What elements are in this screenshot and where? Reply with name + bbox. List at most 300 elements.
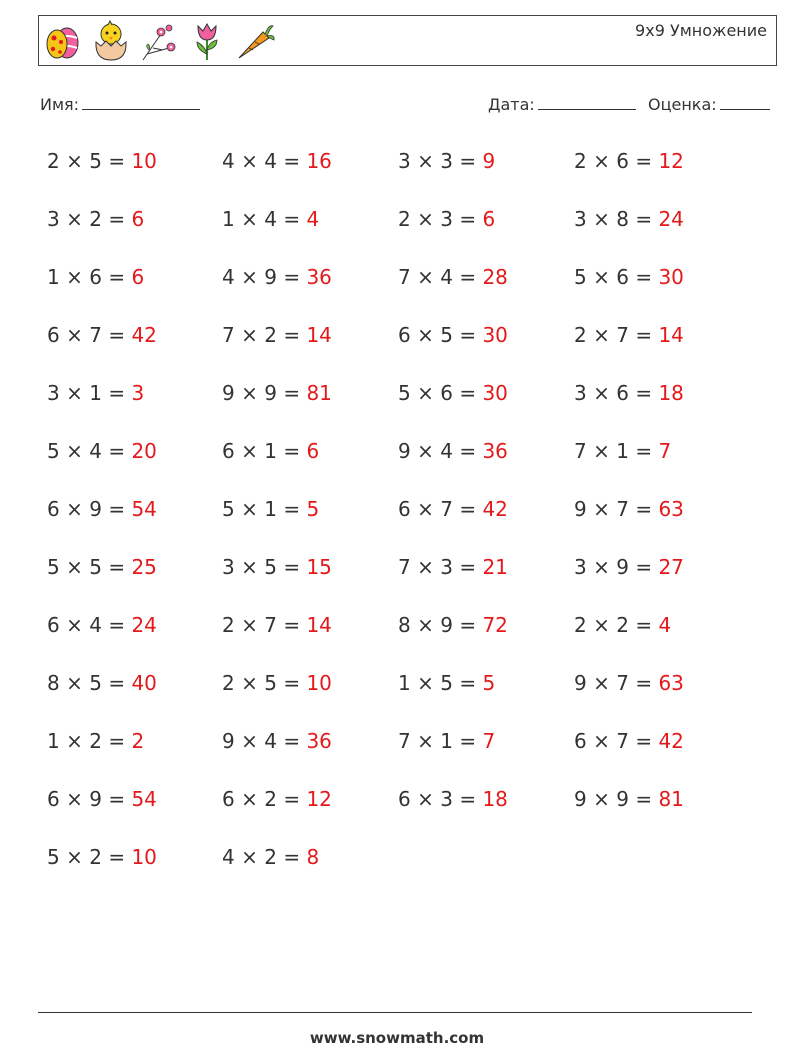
factor-b: 4	[264, 207, 277, 231]
factor-b: 9	[264, 265, 277, 289]
answer: 16	[306, 149, 332, 173]
problem-item	[222, 433, 398, 491]
times-sign: ×	[66, 323, 83, 347]
factor-a: 6	[398, 323, 411, 347]
factor-b: 1	[264, 439, 277, 463]
footer-divider	[38, 1012, 752, 1013]
factor-a: 9	[574, 671, 587, 695]
times-sign: ×	[417, 555, 434, 579]
factor-b: 4	[264, 729, 277, 753]
factor-a: 6	[574, 729, 587, 753]
factor-a: 6	[47, 323, 60, 347]
answer: 3	[131, 381, 145, 405]
equals-sign: =	[108, 265, 126, 289]
factor-a: 9	[398, 439, 411, 463]
equals-sign: =	[108, 845, 126, 869]
answer: 81	[658, 787, 684, 811]
problem-item	[222, 549, 398, 607]
easter-eggs-icon	[43, 20, 83, 62]
factor-a: 3	[398, 149, 411, 173]
answer: 14	[306, 323, 332, 347]
factor-b: 4	[440, 265, 453, 289]
problem-item	[574, 607, 750, 665]
name-label: Имя:	[40, 95, 80, 114]
factor-b: 1	[89, 381, 102, 405]
answer: 36	[306, 265, 332, 289]
answer: 12	[658, 149, 684, 173]
equals-sign: =	[283, 149, 301, 173]
factor-a: 2	[398, 207, 411, 231]
equals-sign: =	[108, 555, 126, 579]
answer: 30	[658, 265, 684, 289]
name-blank-line[interactable]	[82, 94, 200, 110]
problem-item	[574, 259, 750, 317]
factor-b: 4	[440, 439, 453, 463]
equals-sign: =	[459, 729, 477, 753]
answer: 24	[131, 613, 157, 637]
problem-item	[398, 201, 574, 259]
equals-sign: =	[459, 381, 477, 405]
equals-sign: =	[459, 671, 477, 695]
factor-a: 6	[47, 497, 60, 521]
answer: 63	[658, 671, 684, 695]
factor-a: 7	[398, 265, 411, 289]
problem-item	[47, 549, 222, 607]
times-sign: ×	[417, 439, 434, 463]
factor-a: 9	[222, 729, 235, 753]
factor-a: 5	[47, 439, 60, 463]
problem-item	[574, 317, 750, 375]
date-label: Дата:	[488, 95, 535, 114]
answer: 40	[131, 671, 157, 695]
answer: 7	[658, 439, 672, 463]
problem-item	[398, 259, 574, 317]
tulip-icon	[187, 20, 227, 62]
answer: 54	[131, 787, 157, 811]
equals-sign: =	[283, 207, 301, 231]
problem-item	[574, 723, 750, 781]
times-sign: ×	[417, 671, 434, 695]
factor-a: 2	[574, 323, 587, 347]
factor-a: 3	[574, 207, 587, 231]
times-sign: ×	[241, 845, 258, 869]
answer: 10	[306, 671, 332, 695]
factor-a: 8	[398, 613, 411, 637]
equals-sign: =	[635, 787, 653, 811]
problem-item	[47, 143, 222, 201]
equals-sign: =	[283, 497, 301, 521]
equals-sign: =	[635, 265, 653, 289]
answer: 28	[482, 265, 508, 289]
score-label: Оценка:	[648, 95, 717, 114]
times-sign: ×	[241, 439, 258, 463]
problem-item	[398, 781, 574, 839]
times-sign: ×	[417, 729, 434, 753]
answer: 12	[306, 787, 332, 811]
answer: 63	[658, 497, 684, 521]
answer: 30	[482, 381, 508, 405]
factor-a: 5	[398, 381, 411, 405]
factor-a: 1	[222, 207, 235, 231]
icon-strip	[43, 20, 275, 62]
factor-b: 7	[616, 497, 629, 521]
problem-item	[574, 665, 750, 723]
factor-a: 1	[47, 265, 60, 289]
answer: 14	[306, 613, 332, 637]
factor-a: 9	[574, 787, 587, 811]
factor-a: 7	[398, 729, 411, 753]
answer: 8	[306, 845, 320, 869]
times-sign: ×	[417, 497, 434, 521]
problem-item	[47, 491, 222, 549]
times-sign: ×	[66, 555, 83, 579]
factor-b: 8	[616, 207, 629, 231]
date-field	[488, 94, 636, 114]
problem-item	[398, 665, 574, 723]
problem-item	[222, 839, 398, 897]
equals-sign: =	[108, 729, 126, 753]
worksheet-title: 9x9 Умножение	[635, 21, 767, 40]
carrot-icon	[235, 20, 275, 62]
answer: 10	[131, 845, 157, 869]
header-box	[38, 15, 777, 66]
times-sign: ×	[241, 613, 258, 637]
equals-sign: =	[635, 729, 653, 753]
times-sign: ×	[593, 439, 610, 463]
answer: 9	[482, 149, 496, 173]
factor-a: 6	[47, 613, 60, 637]
times-sign: ×	[66, 497, 83, 521]
answer: 72	[482, 613, 508, 637]
factor-b: 5	[440, 671, 453, 695]
problem-item	[47, 839, 222, 897]
problem-item	[47, 201, 222, 259]
answer: 21	[482, 555, 508, 579]
factor-b: 5	[264, 671, 277, 695]
factor-b: 6	[616, 265, 629, 289]
times-sign: ×	[593, 787, 610, 811]
answer: 36	[482, 439, 508, 463]
factor-b: 9	[616, 787, 629, 811]
problem-item	[222, 143, 398, 201]
score-field	[648, 94, 770, 114]
times-sign: ×	[66, 671, 83, 695]
times-sign: ×	[593, 497, 610, 521]
factor-b: 3	[440, 555, 453, 579]
equals-sign: =	[635, 207, 653, 231]
answer: 5	[306, 497, 320, 521]
equals-sign: =	[108, 149, 126, 173]
times-sign: ×	[593, 207, 610, 231]
problem-item	[47, 375, 222, 433]
equals-sign: =	[108, 787, 126, 811]
equals-sign: =	[108, 323, 126, 347]
factor-a: 3	[222, 555, 235, 579]
factor-a: 3	[574, 555, 587, 579]
factor-a: 2	[574, 613, 587, 637]
answer: 42	[482, 497, 508, 521]
factor-a: 1	[398, 671, 411, 695]
factor-a: 2	[222, 613, 235, 637]
factor-b: 2	[89, 207, 102, 231]
times-sign: ×	[66, 613, 83, 637]
equals-sign: =	[108, 671, 126, 695]
times-sign: ×	[593, 729, 610, 753]
equals-sign: =	[108, 439, 126, 463]
factor-b: 6	[616, 149, 629, 173]
answer: 4	[306, 207, 320, 231]
equals-sign: =	[283, 729, 301, 753]
factor-a: 6	[222, 439, 235, 463]
problem-item	[574, 201, 750, 259]
times-sign: ×	[66, 149, 83, 173]
problem-item	[222, 665, 398, 723]
times-sign: ×	[417, 207, 434, 231]
factor-a: 5	[47, 845, 60, 869]
flowers-icon	[139, 20, 179, 62]
equals-sign: =	[459, 439, 477, 463]
times-sign: ×	[417, 149, 434, 173]
factor-b: 3	[440, 207, 453, 231]
equals-sign: =	[108, 381, 126, 405]
factor-b: 7	[616, 671, 629, 695]
problem-item	[47, 723, 222, 781]
factor-b: 5	[89, 555, 102, 579]
problem-item	[47, 317, 222, 375]
factor-a: 4	[222, 265, 235, 289]
equals-sign: =	[635, 613, 653, 637]
factor-a: 2	[47, 149, 60, 173]
date-blank-line[interactable]	[538, 94, 636, 110]
equals-sign: =	[459, 497, 477, 521]
factor-b: 6	[440, 381, 453, 405]
times-sign: ×	[417, 265, 434, 289]
times-sign: ×	[66, 439, 83, 463]
factor-a: 4	[222, 149, 235, 173]
times-sign: ×	[593, 323, 610, 347]
problem-item	[47, 665, 222, 723]
times-sign: ×	[417, 613, 434, 637]
factor-b: 1	[264, 497, 277, 521]
factor-b: 1	[440, 729, 453, 753]
problem-item	[222, 375, 398, 433]
times-sign: ×	[66, 729, 83, 753]
factor-a: 5	[574, 265, 587, 289]
times-sign: ×	[241, 497, 258, 521]
factor-b: 9	[440, 613, 453, 637]
factor-a: 3	[574, 381, 587, 405]
factor-b: 3	[440, 149, 453, 173]
answer: 4	[658, 613, 672, 637]
times-sign: ×	[66, 787, 83, 811]
answer: 15	[306, 555, 332, 579]
problem-item	[222, 781, 398, 839]
answer: 25	[131, 555, 157, 579]
factor-a: 7	[398, 555, 411, 579]
factor-b: 7	[89, 323, 102, 347]
answer: 6	[306, 439, 320, 463]
factor-b: 4	[264, 149, 277, 173]
answer: 14	[658, 323, 684, 347]
answer: 27	[658, 555, 684, 579]
problem-item	[222, 723, 398, 781]
problem-item	[222, 491, 398, 549]
equals-sign: =	[459, 613, 477, 637]
times-sign: ×	[241, 555, 258, 579]
factor-a: 7	[574, 439, 587, 463]
answer: 42	[131, 323, 157, 347]
equals-sign: =	[635, 149, 653, 173]
problem-grid	[47, 143, 750, 897]
problem-item	[222, 259, 398, 317]
factor-b: 2	[264, 323, 277, 347]
answer: 18	[658, 381, 684, 405]
factor-b: 5	[264, 555, 277, 579]
name-field	[40, 94, 200, 114]
times-sign: ×	[241, 729, 258, 753]
times-sign: ×	[241, 149, 258, 173]
problem-item	[574, 433, 750, 491]
answer: 81	[306, 381, 332, 405]
factor-a: 9	[574, 497, 587, 521]
equals-sign: =	[635, 381, 653, 405]
times-sign: ×	[593, 613, 610, 637]
answer: 36	[306, 729, 332, 753]
problem-item	[574, 143, 750, 201]
equals-sign: =	[459, 149, 477, 173]
equals-sign: =	[635, 671, 653, 695]
answer: 5	[482, 671, 496, 695]
equals-sign: =	[635, 439, 653, 463]
factor-b: 2	[264, 845, 277, 869]
equals-sign: =	[459, 265, 477, 289]
answer: 30	[482, 323, 508, 347]
equals-sign: =	[283, 265, 301, 289]
score-blank-line[interactable]	[720, 94, 770, 110]
factor-b: 6	[616, 381, 629, 405]
times-sign: ×	[241, 787, 258, 811]
problem-item	[398, 433, 574, 491]
factor-b: 1	[616, 439, 629, 463]
equals-sign: =	[283, 439, 301, 463]
factor-b: 5	[89, 149, 102, 173]
times-sign: ×	[66, 265, 83, 289]
factor-a: 1	[47, 729, 60, 753]
factor-a: 3	[47, 207, 60, 231]
factor-a: 9	[222, 381, 235, 405]
equals-sign: =	[635, 323, 653, 347]
factor-b: 2	[89, 729, 102, 753]
answer: 20	[131, 439, 157, 463]
equals-sign: =	[283, 845, 301, 869]
factor-b: 5	[89, 671, 102, 695]
problem-item	[574, 491, 750, 549]
problem-item	[574, 781, 750, 839]
factor-a: 8	[47, 671, 60, 695]
answer: 6	[482, 207, 496, 231]
equals-sign: =	[108, 207, 126, 231]
equals-sign: =	[635, 497, 653, 521]
factor-b: 9	[89, 497, 102, 521]
equals-sign: =	[459, 555, 477, 579]
times-sign: ×	[241, 671, 258, 695]
equals-sign: =	[283, 613, 301, 637]
problem-item	[222, 201, 398, 259]
problem-item	[398, 723, 574, 781]
factor-a: 2	[222, 671, 235, 695]
problem-item	[398, 549, 574, 607]
times-sign: ×	[593, 555, 610, 579]
factor-a: 7	[222, 323, 235, 347]
factor-a: 5	[222, 497, 235, 521]
factor-b: 7	[616, 729, 629, 753]
answer: 6	[131, 265, 145, 289]
equals-sign: =	[283, 787, 301, 811]
problem-item	[47, 781, 222, 839]
factor-b: 3	[440, 787, 453, 811]
factor-b: 7	[264, 613, 277, 637]
equals-sign: =	[108, 613, 126, 637]
equals-sign: =	[459, 207, 477, 231]
times-sign: ×	[417, 323, 434, 347]
factor-b: 2	[89, 845, 102, 869]
problem-item	[47, 433, 222, 491]
factor-b: 6	[89, 265, 102, 289]
times-sign: ×	[593, 149, 610, 173]
times-sign: ×	[241, 207, 258, 231]
factor-b: 2	[264, 787, 277, 811]
times-sign: ×	[417, 381, 434, 405]
answer: 54	[131, 497, 157, 521]
problem-item	[398, 607, 574, 665]
times-sign: ×	[66, 381, 83, 405]
factor-b: 9	[89, 787, 102, 811]
factor-a: 6	[47, 787, 60, 811]
times-sign: ×	[593, 265, 610, 289]
times-sign: ×	[593, 381, 610, 405]
factor-b: 5	[440, 323, 453, 347]
problem-item	[398, 317, 574, 375]
chick-in-egg-icon	[91, 20, 131, 62]
equals-sign: =	[283, 555, 301, 579]
times-sign: ×	[66, 845, 83, 869]
equals-sign: =	[283, 671, 301, 695]
problem-item	[398, 143, 574, 201]
footer-url: www.snowmath.com	[309, 1029, 485, 1047]
answer: 7	[482, 729, 496, 753]
factor-a: 4	[222, 845, 235, 869]
times-sign: ×	[417, 787, 434, 811]
factor-b: 4	[89, 439, 102, 463]
problem-item	[47, 259, 222, 317]
problem-item	[398, 491, 574, 549]
equals-sign: =	[283, 323, 301, 347]
times-sign: ×	[593, 671, 610, 695]
answer: 10	[131, 149, 157, 173]
problem-item	[47, 607, 222, 665]
equals-sign: =	[459, 323, 477, 347]
problem-item	[222, 607, 398, 665]
answer: 2	[131, 729, 145, 753]
factor-b: 7	[616, 323, 629, 347]
problem-item	[222, 317, 398, 375]
factor-a: 2	[574, 149, 587, 173]
problem-item	[574, 375, 750, 433]
factor-a: 6	[222, 787, 235, 811]
problem-item	[574, 549, 750, 607]
factor-a: 6	[398, 497, 411, 521]
answer: 24	[658, 207, 684, 231]
